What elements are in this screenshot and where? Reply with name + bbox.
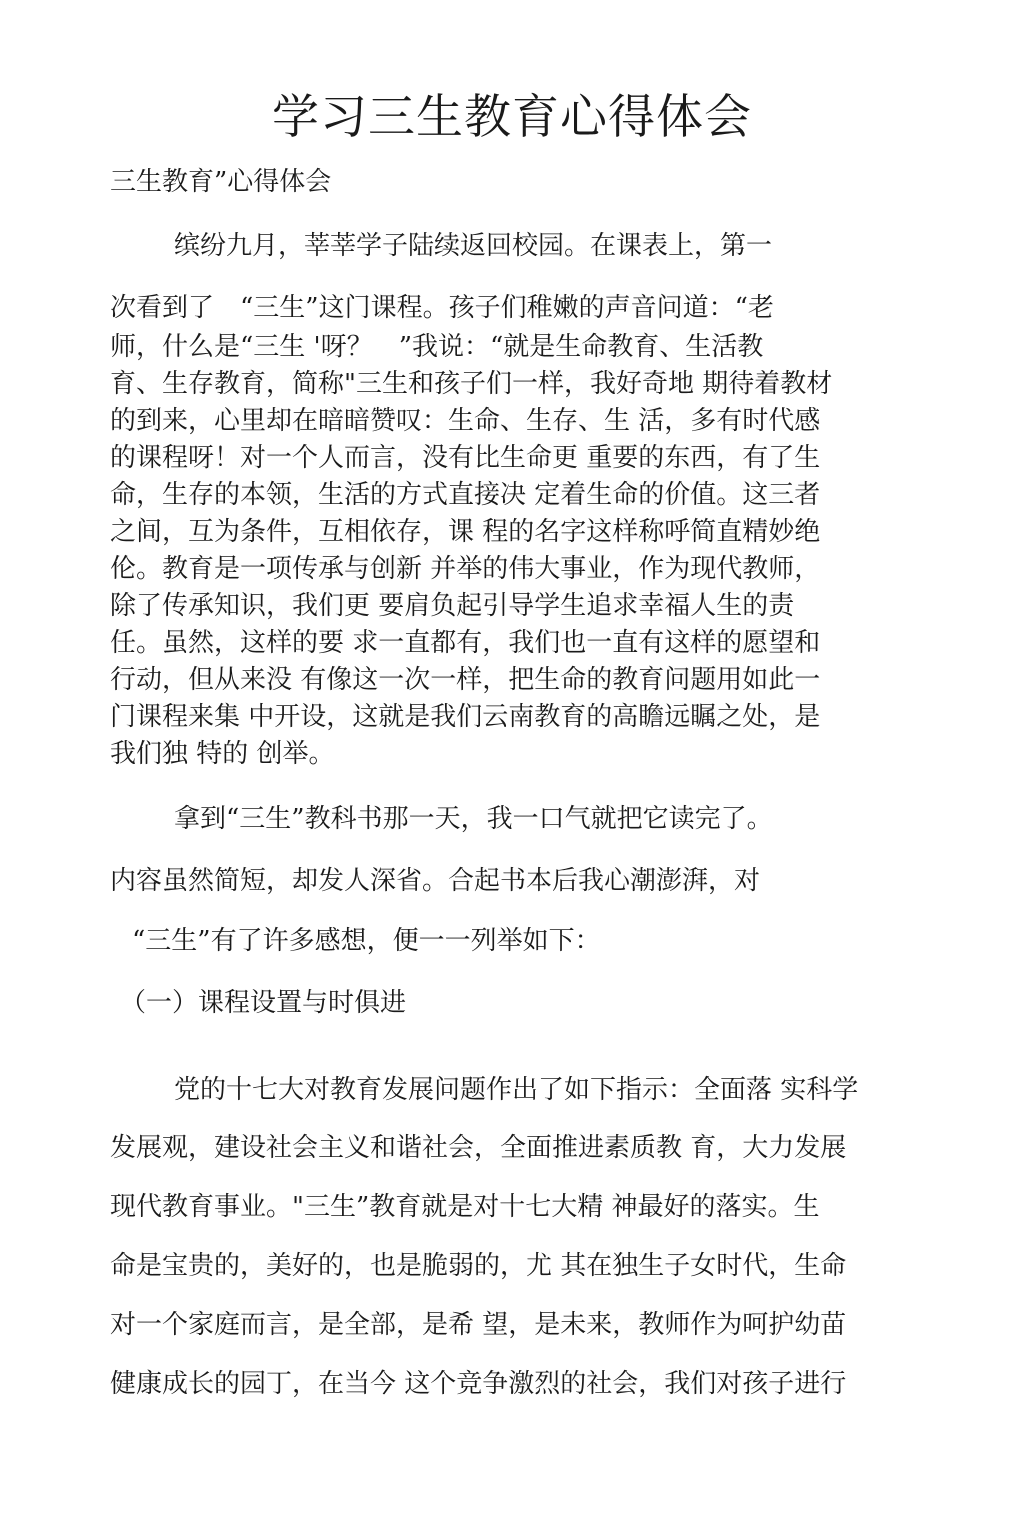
para2-line: “三生”有了许多感想，便一一列举如下： [132, 926, 601, 956]
para1-line: 师，什么是“三生 '呀？ ”我说：“就是生命教育、生活教 [110, 332, 764, 362]
para1-line: 伦。教育是一项传承与创新 并举的伟大事业，作为现代教师， [110, 554, 821, 584]
para3-line: 发展观，建设社会主义和谐社会，全面推进素质教 育，大力发展 [110, 1133, 847, 1163]
para1-line: 门课程来集 中开设，这就是我们云南教育的高瞻远瞩之处，是 [110, 702, 821, 732]
para1-line: 次看到了 “三生”这门课程。孩子们稚嫩的声音问道：“老 [110, 293, 774, 323]
para3-line: 命是宝贵的，美好的，也是脆弱的，尤 其在独生子女时代，生命 [110, 1251, 847, 1281]
para1-line: 除了传承知识，我们更 要肩负起引导学生追求幸福人生的责 [110, 591, 795, 621]
document-title: 学习三生教育心得体会 [272, 90, 752, 145]
para2-first-line: 拿到“三生”教科书那一天，我一口气就把它读完了。 [174, 804, 773, 834]
para3-line: 对一个家庭而言，是全部，是希 望，是未来，教师作为呵护幼苗 [110, 1310, 847, 1340]
para1-line: 之间，互为条件，互相依存，课 程的名字这样称呼简直精妙绝 [110, 517, 821, 547]
para3-line: 现代教育事业。"三生”教育就是对十七大精 神最好的落实。生 [110, 1192, 820, 1222]
subtitle: 三生教育”心得体会 [110, 167, 332, 197]
para1-line: 任。虽然，这样的要 求一直都有，我们也一直有这样的愿望和 [110, 628, 821, 658]
para1-line: 我们独 特的 创举。 [110, 739, 335, 769]
para1-first-line: 缤纷九月，莘莘学子陆续返回校园。在课表上，第一 [174, 231, 773, 261]
para3-line: 党的十七大对教育发展问题作出了如下指示：全面落 实科学 [174, 1075, 859, 1105]
para1-line: 育、生存教育，简称"三生和孩子们一样，我好奇地 期待着教材 [110, 369, 833, 399]
para1-line: 行动，但从来没 有像这一次一样，把生命的教育问题用如此一 [110, 665, 821, 695]
para2-line: 内容虽然简短，却发人深省。合起书本后我心潮澎湃，对 [110, 866, 761, 896]
para1-line: 命，生存的本领，生活的方式直接决 定着生命的价值。这三者 [110, 480, 821, 510]
para3-line: 健康成长的园丁，在当今 这个竞争激烈的社会，我们对孩子进行 [110, 1369, 847, 1399]
para1-line: 的到来，心里却在暗暗赞叹：生命、生存、生 活，多有时代感 [110, 406, 821, 436]
section-heading: （一）课程设置与时俱进 [120, 988, 407, 1018]
para1-line: 的课程呀！对一个人而言，没有比生命更 重要的东西，有了生 [110, 443, 821, 473]
